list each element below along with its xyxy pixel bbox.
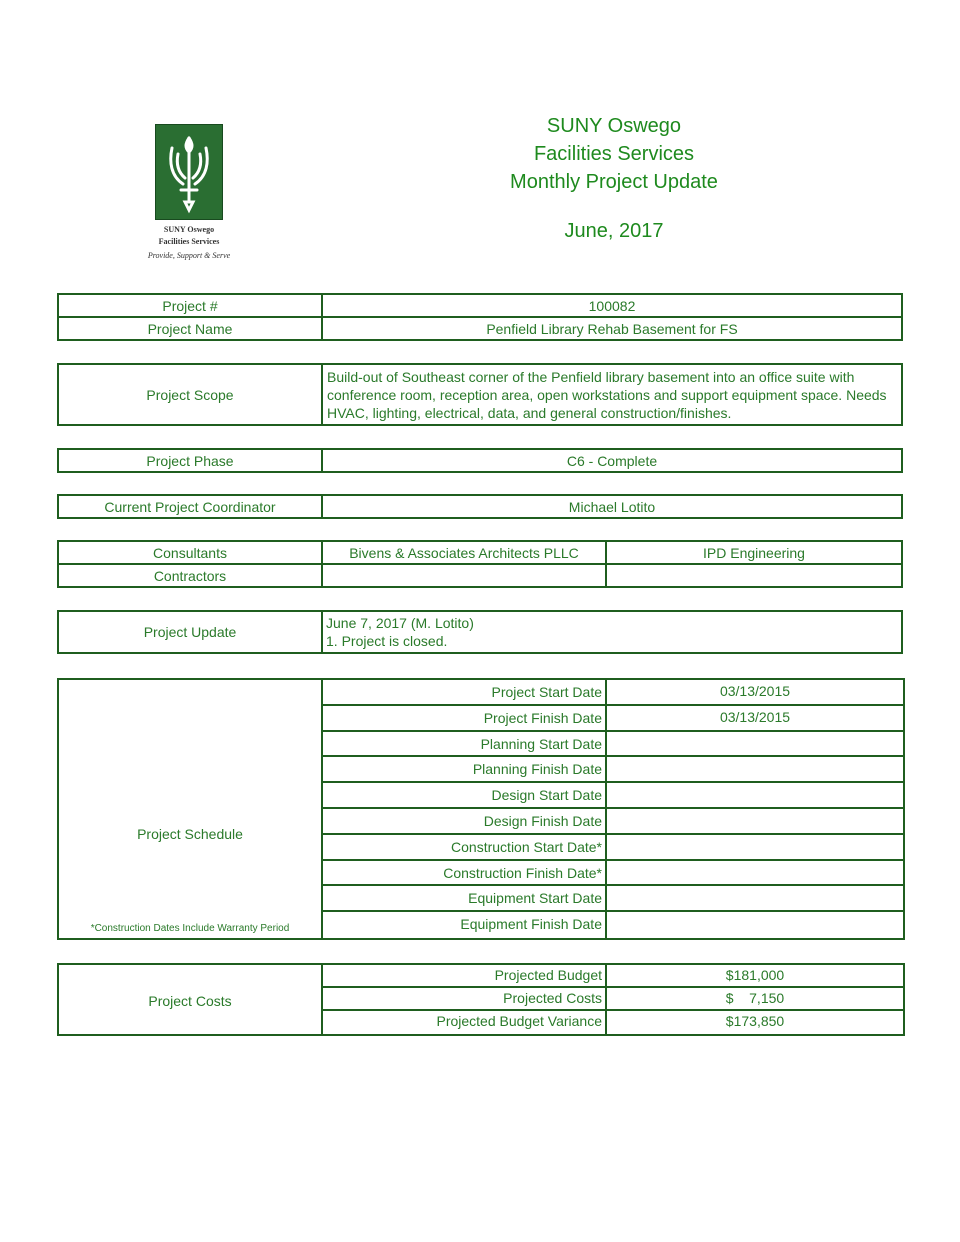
project-name-value: Penfield Library Rehab Basement for FS (486, 320, 738, 337)
table-row (323, 988, 903, 1011)
table-row (323, 757, 903, 783)
project-name-row (57, 316, 903, 341)
header-report-title: Monthly Project Update (510, 171, 718, 193)
schedule-rows (323, 680, 903, 938)
schedule-row-value (607, 861, 903, 885)
consultant-2: IPD Engineering (703, 544, 805, 561)
project-number-row (57, 293, 903, 318)
cost-row-label: Projected Budget (323, 965, 607, 986)
schedule-row-value (607, 912, 903, 938)
cost-row-value: $ 7,150 (725, 990, 785, 1006)
table-row (323, 861, 903, 887)
project-phase-value: C6 - Complete (566, 452, 658, 469)
cost-row-label: Projected Costs (323, 988, 607, 1009)
schedule-row-value (607, 835, 903, 859)
schedule-row-value: 03/13/2015 (719, 683, 791, 699)
schedule-row-value (607, 757, 903, 781)
costs-rows (323, 965, 903, 1034)
cost-row-label: Projected Budget Variance (323, 1011, 607, 1034)
logo-org-line2: Facilities Services (158, 237, 220, 246)
schedule-row-label: Planning Finish Date (323, 757, 607, 781)
consultants-row (57, 540, 903, 565)
project-schedule-label-cell (59, 680, 323, 938)
table-row (323, 1011, 903, 1034)
contractors-row (57, 563, 903, 588)
schedule-row-label: Project Start Date (323, 680, 607, 704)
cost-row-value: $181,000 (725, 967, 785, 983)
table-row (323, 732, 903, 758)
project-number-value: 100082 (588, 297, 636, 314)
table-row (323, 680, 903, 706)
project-coordinator-label: Current Project Coordinator (59, 496, 323, 517)
schedule-row-value (607, 809, 903, 833)
schedule-row-value (607, 732, 903, 756)
schedule-row-label: Construction Start Date* (323, 835, 607, 859)
project-scope-value: Build-out of Southeast corner of the Penfield library basement into an office suite with conference room, reception area, open workstations and support equipment space. Needs HVAC, lighting, electrical, data, and general construction/finishes. (327, 368, 887, 421)
logo (118, 124, 260, 262)
schedule-row-label: Equipment Start Date (323, 886, 607, 910)
contractors-label: Contractors (59, 565, 323, 586)
trident-logo-box (155, 124, 223, 220)
schedule-row-value (607, 886, 903, 910)
project-phase-label: Project Phase (59, 450, 323, 471)
schedule-row-label: Design Finish Date (323, 809, 607, 833)
consultants-label: Consultants (59, 542, 323, 563)
project-schedule-table (57, 678, 905, 940)
project-phase-row (57, 448, 903, 473)
project-scope-label: Project Scope (59, 365, 323, 424)
project-name-label: Project Name (59, 318, 323, 339)
project-update-line2: 1. Project is closed. (326, 633, 448, 649)
report-header (480, 112, 748, 245)
construction-dates-note: *Construction Dates Include Warranty Period (90, 923, 290, 934)
project-update-row (57, 610, 903, 654)
schedule-row-label: Construction Finish Date* (323, 861, 607, 885)
project-coordinator-row (57, 494, 903, 519)
schedule-row-value: 03/13/2015 (719, 708, 791, 725)
contractor-1 (323, 565, 607, 586)
schedule-row-label: Design Start Date (323, 783, 607, 807)
table-row (323, 965, 903, 988)
project-number-label: Project # (59, 295, 323, 316)
table-row (323, 912, 903, 938)
table-row (323, 706, 903, 732)
table-row (323, 809, 903, 835)
project-costs-table (57, 963, 905, 1036)
contractor-2 (607, 565, 901, 586)
project-coordinator-value: Michael Lotito (568, 498, 656, 515)
project-costs-label-cell (59, 965, 323, 1034)
schedule-row-label: Planning Start Date (323, 732, 607, 756)
project-update-label: Project Update (59, 612, 323, 652)
table-row (323, 835, 903, 861)
schedule-row-label: Project Finish Date (323, 706, 607, 730)
cost-row-value: $173,850 (725, 1013, 785, 1029)
schedule-row-value (607, 783, 903, 807)
table-row (323, 886, 903, 912)
consultant-1: Bivens & Associates Architects PLLC (323, 542, 607, 563)
logo-tagline: Provide, Support & Serve (147, 251, 231, 260)
header-date: June, 2017 (564, 220, 664, 242)
schedule-row-label: Equipment Finish Date (323, 912, 607, 938)
project-update-line1: June 7, 2017 (M. Lotito) (326, 615, 474, 631)
header-dept: Facilities Services (533, 143, 695, 165)
table-row (323, 783, 903, 809)
project-schedule-title: Project Schedule (137, 826, 243, 842)
trident-icon (163, 130, 215, 214)
logo-org-line1: SUNY Oswego (163, 225, 215, 234)
project-costs-title: Project Costs (148, 993, 232, 1009)
project-scope-row (57, 363, 903, 426)
header-org: SUNY Oswego (546, 115, 682, 137)
project-update-value (323, 612, 901, 652)
